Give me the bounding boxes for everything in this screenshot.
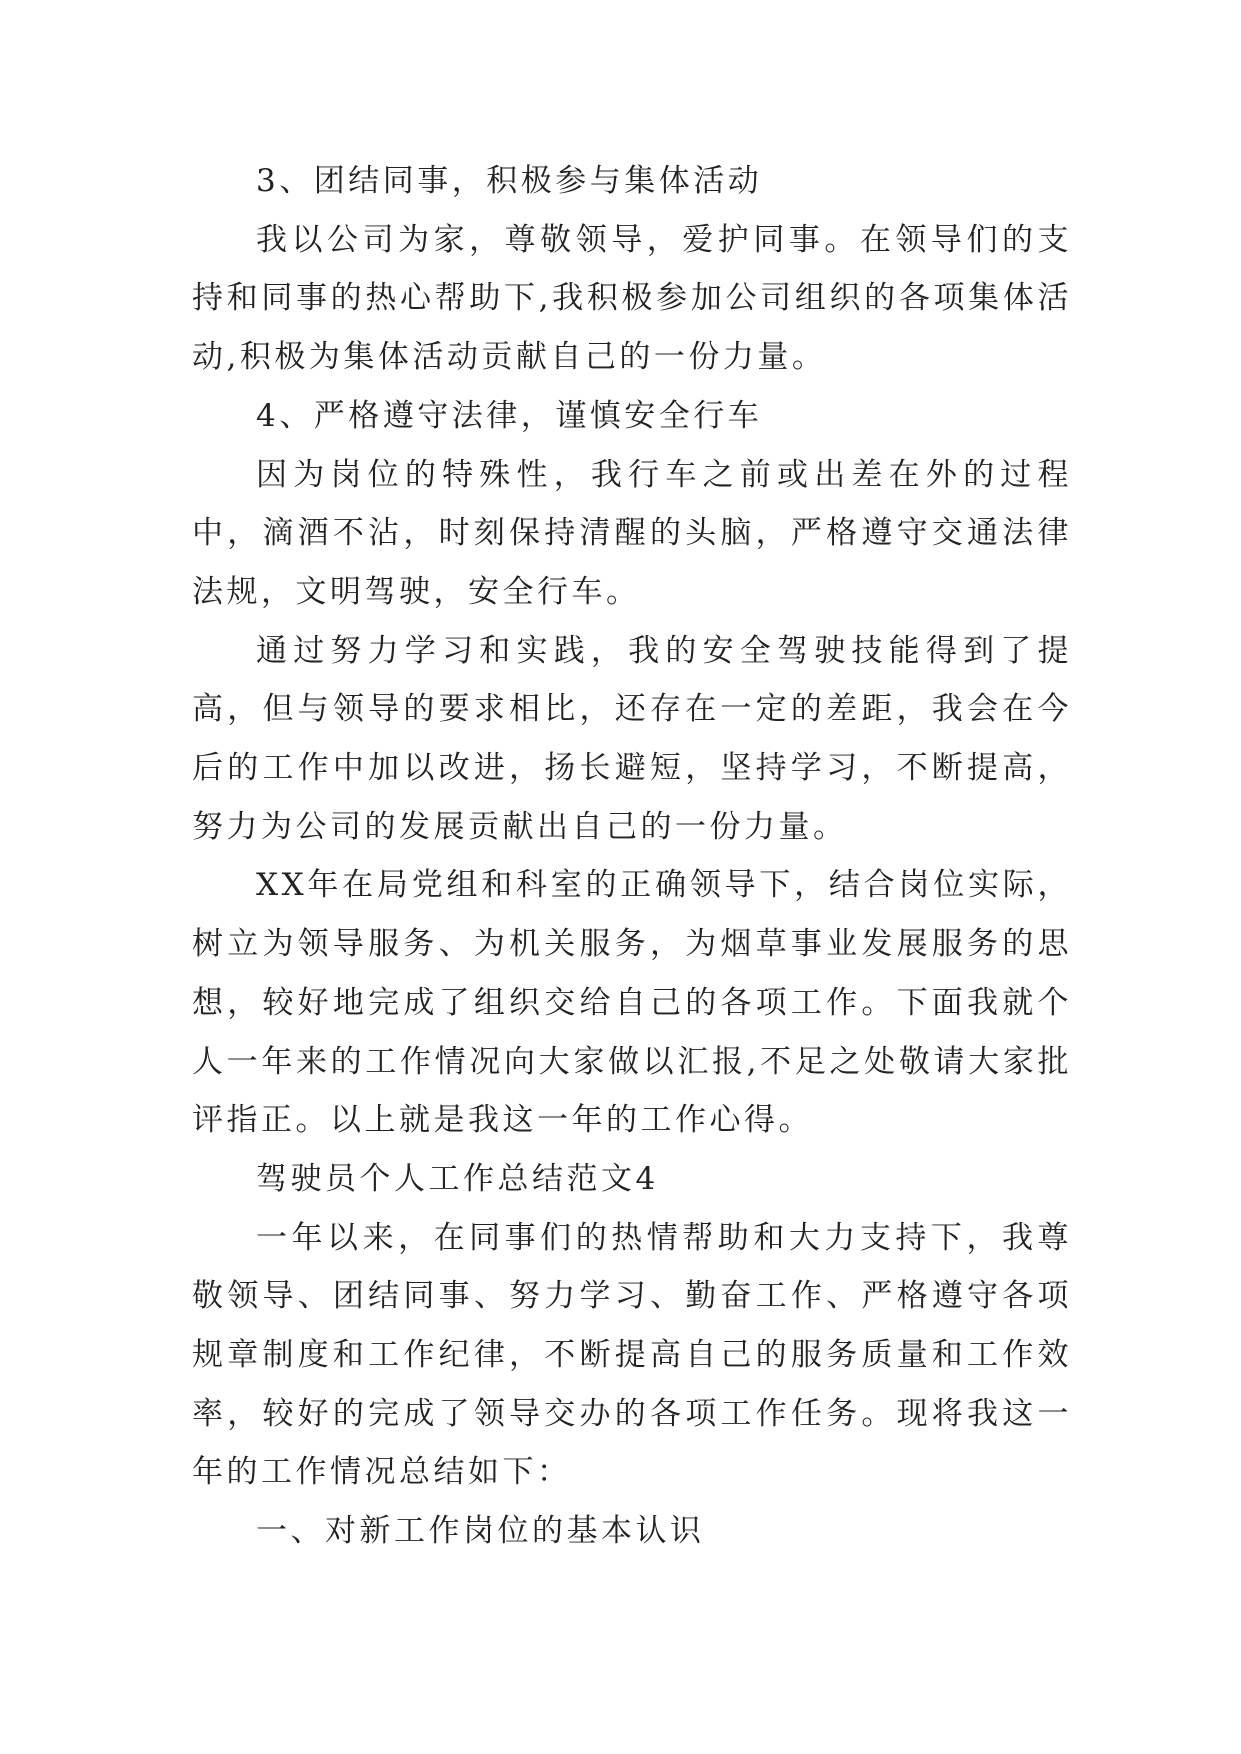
- body-paragraph: 因为岗位的特殊性，我行车之前或出差在外的过程中，滴酒不沾，时刻保持清醒的头脑，严格遵守交通法律法规，文明驾驶，安全行车。: [192, 456, 1072, 610]
- body-paragraph: XX年在局党组和科室的正确领导下，结合岗位实际，树立为领导服务、为机关服务，为烟草事业发展服务的思想，较好地完成了组织交给自己的各项工作。下面我就个人一年来的工作情况向大家做以汇报,不足之处敬请大家批评指正。以上就是我这一年的工作心得。: [192, 867, 1072, 1139]
- document-body: [192, 152, 1072, 1561]
- section-heading: 4、严格遵守法律，谨慎安全行车: [256, 397, 763, 434]
- section-heading: 3、团结同事，积极参与集体活动: [256, 163, 763, 199]
- document-subtitle: 驾驶员个人工作总结范文4: [256, 1160, 659, 1197]
- section-heading: 一、对新工作岗位的基本认识: [256, 1513, 705, 1550]
- body-paragraph: 我以公司为家，尊敬领导，爱护同事。在领导们的支持和同事的热心帮助下,我积极参加公司组织的各项集体活动,积极为集体活动贡献自己的一份力量。: [192, 221, 1072, 376]
- body-paragraph: 一年以来，在同事们的热情帮助和大力支持下，我尊敬领导、团结同事、努力学习、勤奋工作、严格遵守各项规章制度和工作纪律，不断提高自己的服务质量和工作效率，较好的完成了领导交办的各项工作任务。现将我这一年的工作情况总结如下：: [192, 1219, 1072, 1491]
- body-paragraph: 通过努力学习和实践，我的安全驾驶技能得到了提高，但与领导的要求相比，还存在一定的差距，我会在今后的工作中加以改进，扬长避短，坚持学习，不断提高，努力为公司的发展贡献出自己的一份力量。: [192, 632, 1072, 845]
